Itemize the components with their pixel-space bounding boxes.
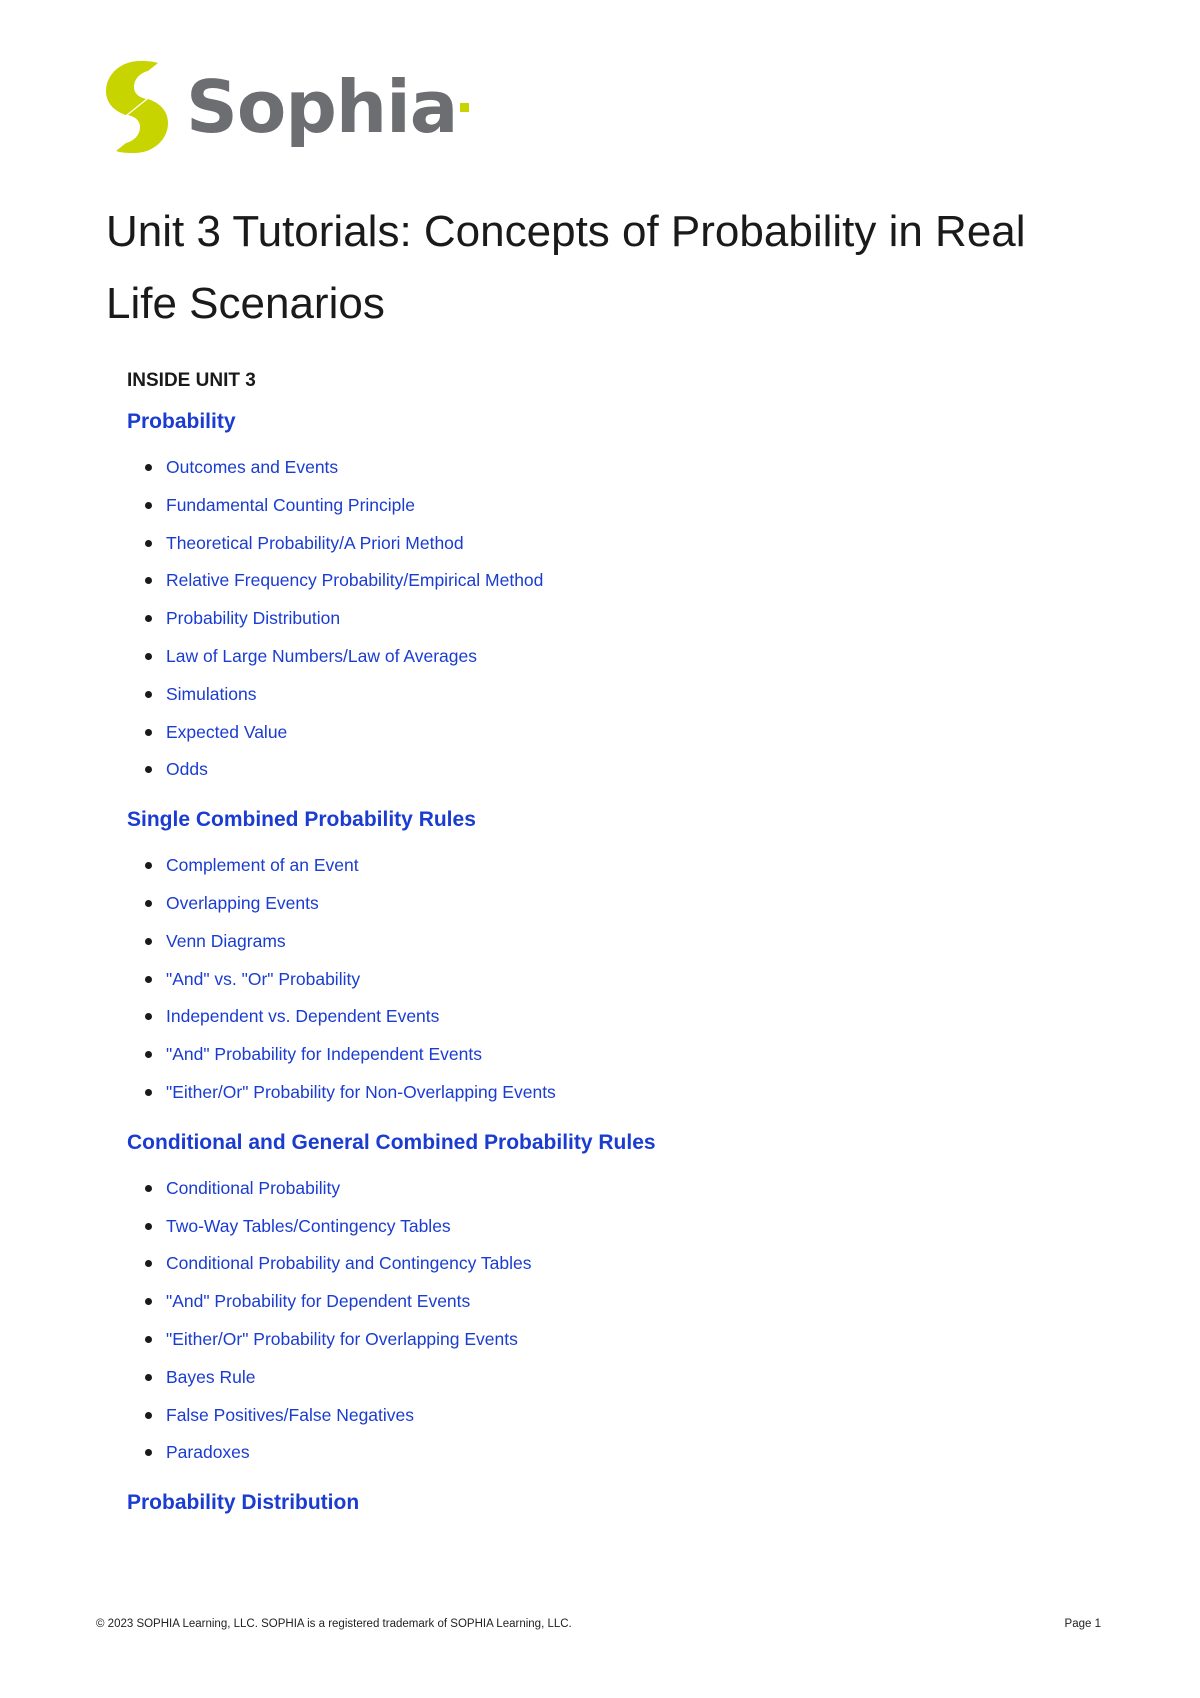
- topic-link[interactable]: Conditional Probability and Contingency Tables: [127, 1244, 1107, 1282]
- logo-dot: [460, 103, 469, 112]
- unit-contents: [127, 370, 1107, 1529]
- topic-link[interactable]: "And" Probability for Dependent Events: [127, 1282, 1107, 1320]
- logo-wordmark: Sophia: [186, 65, 458, 149]
- topic-link[interactable]: Overlapping Events: [127, 884, 1107, 922]
- sophia-logo-mark-icon: [102, 59, 172, 155]
- topic-link[interactable]: "Either/Or" Probability for Non-Overlapping Events: [127, 1073, 1107, 1111]
- topic-link[interactable]: Complement of an Event: [127, 846, 1107, 884]
- topic-link[interactable]: Theoretical Probability/A Priori Method: [127, 524, 1107, 562]
- page-title: Unit 3 Tutorials: Concepts of Probability in Real Life Scenarios: [106, 207, 1026, 328]
- topic-link[interactable]: Paradoxes: [127, 1433, 1107, 1471]
- topic-link[interactable]: Conditional Probability: [127, 1169, 1107, 1207]
- topic-link[interactable]: "And" vs. "Or" Probability: [127, 960, 1107, 998]
- topic-link[interactable]: False Positives/False Negatives: [127, 1396, 1107, 1434]
- section-heading-single-combined[interactable]: Single Combined Probability Rules: [127, 808, 476, 832]
- topic-link[interactable]: Venn Diagrams: [127, 922, 1107, 960]
- topic-list-single-combined: [127, 846, 1107, 1111]
- topic-list-conditional: [127, 1169, 1107, 1471]
- topic-link[interactable]: Relative Frequency Probability/Empirical Method: [127, 561, 1107, 599]
- topic-link[interactable]: Outcomes and Events: [127, 448, 1107, 486]
- topic-link[interactable]: Simulations: [127, 675, 1107, 713]
- section-heading-probability-distribution[interactable]: Probability Distribution: [127, 1491, 360, 1515]
- footer-page-number: Page 1: [1064, 1618, 1101, 1630]
- footer-copyright: © 2023 SOPHIA Learning, LLC. SOPHIA is a registered trademark of SOPHIA Learning, LLC.: [96, 1618, 572, 1630]
- topic-link[interactable]: "And" Probability for Independent Events: [127, 1035, 1107, 1073]
- inside-unit-label: INSIDE UNIT 3: [127, 370, 256, 391]
- topic-link[interactable]: Odds: [127, 750, 1107, 788]
- topic-link[interactable]: "Either/Or" Probability for Overlapping Events: [127, 1320, 1107, 1358]
- topic-link[interactable]: Expected Value: [127, 713, 1107, 751]
- topic-link[interactable]: Probability Distribution: [127, 599, 1107, 637]
- topic-link[interactable]: Bayes Rule: [127, 1358, 1107, 1396]
- topic-link[interactable]: Law of Large Numbers/Law of Averages: [127, 637, 1107, 675]
- topic-link[interactable]: Independent vs. Dependent Events: [127, 997, 1107, 1035]
- section-heading-conditional[interactable]: Conditional and General Combined Probability Rules: [127, 1130, 656, 1154]
- sophia-logo: [102, 52, 469, 162]
- topic-link[interactable]: Fundamental Counting Principle: [127, 486, 1107, 524]
- topic-link[interactable]: Two-Way Tables/Contingency Tables: [127, 1207, 1107, 1245]
- topic-list-probability: [127, 448, 1107, 788]
- section-heading-probability[interactable]: Probability: [127, 410, 236, 433]
